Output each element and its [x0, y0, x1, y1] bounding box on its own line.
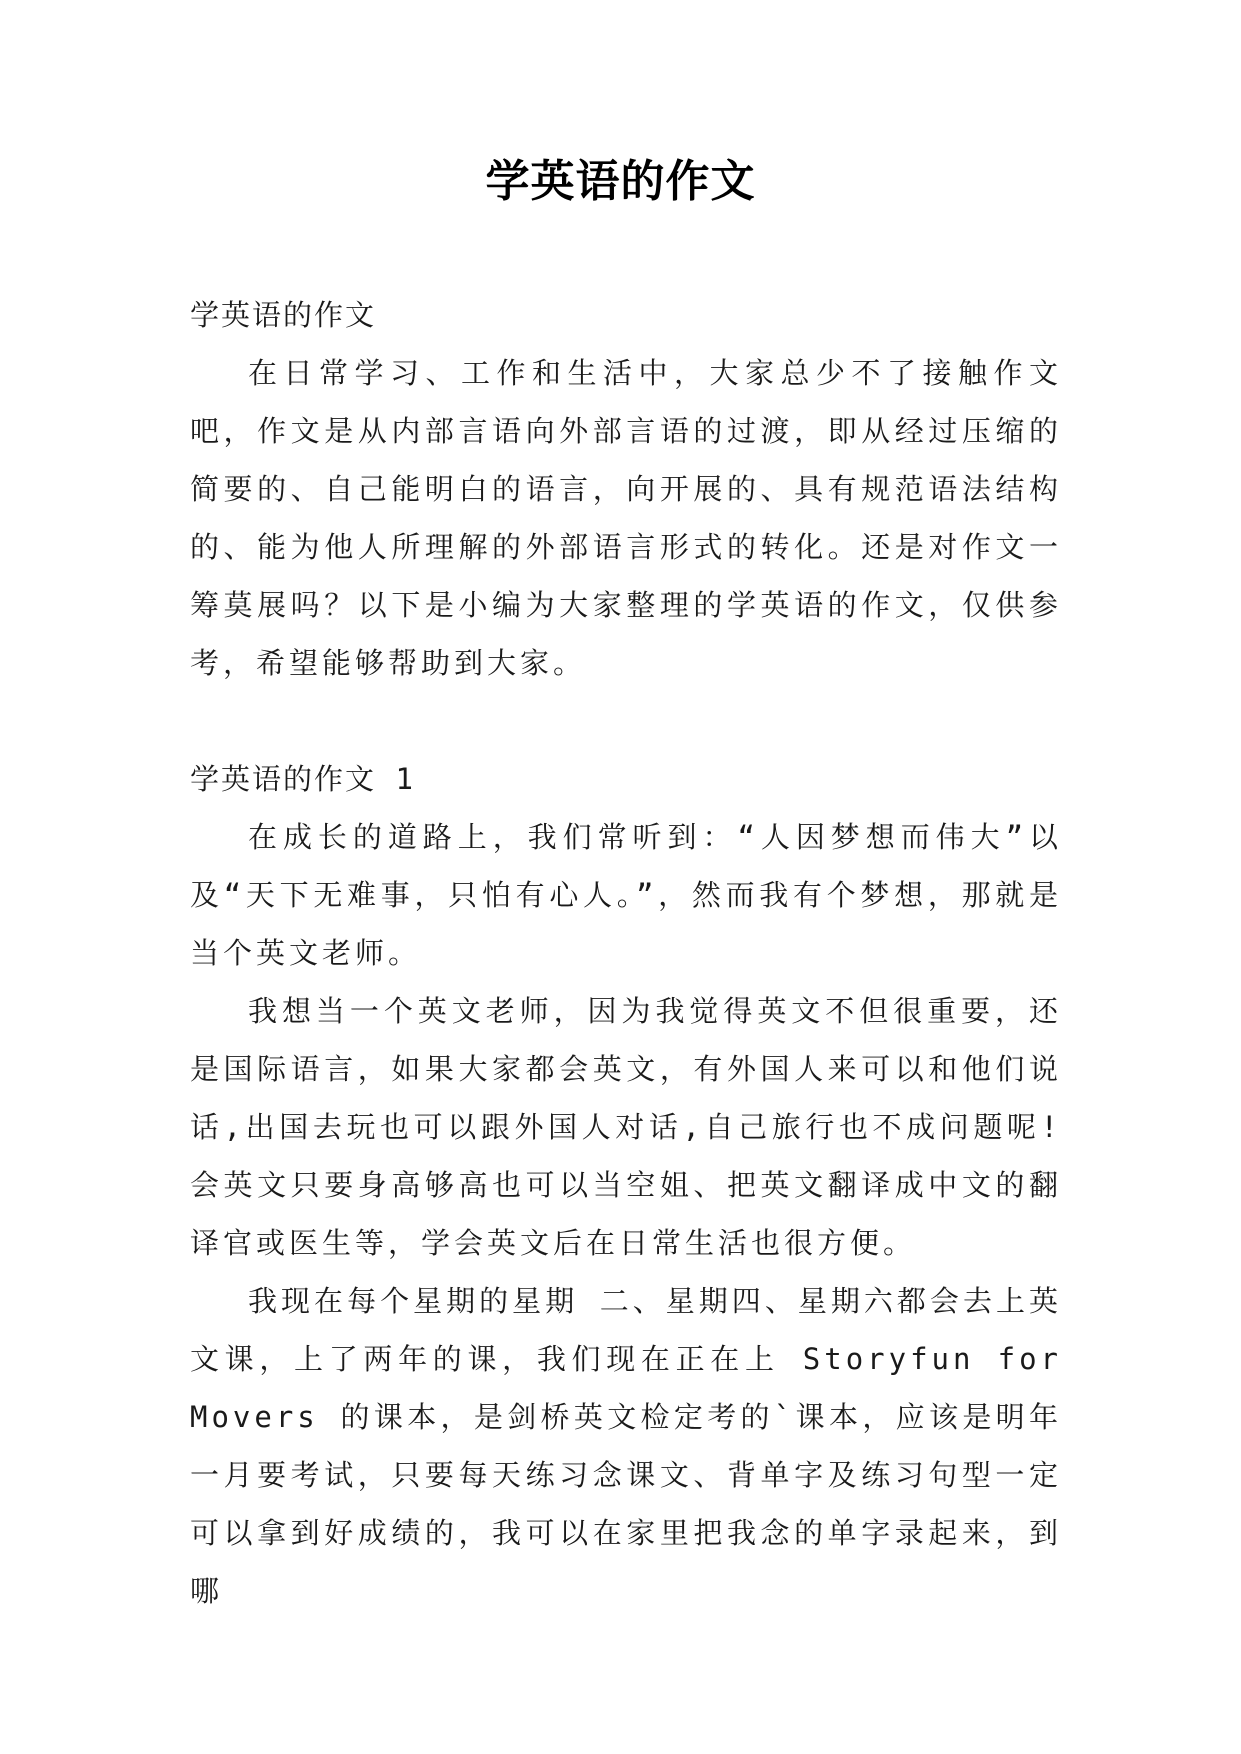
- section-heading: 学英语的作文 1: [190, 762, 415, 796]
- document-body: [190, 286, 1062, 1620]
- body-paragraph: 我现在每个星期的星期 二、星期四、星期六都会去上英文课，上了两年的课，我们现在正在上 Storyfun for Movers 的课本，是剑桥英文检定考的`课本，应该是明年一月要考试，只要每天练习念课文、背单字及练习句型一定可以拿到好成绩的，我可以在家里把我念的单字录起来，到哪: [190, 1284, 1062, 1608]
- intro-paragraph: 在日常学习、工作和生活中，大家总少不了接触作文吧，作文是从内部言语向外部言语的过渡，即从经过压缩的简要的、自己能明白的语言，向开展的、具有规范语法结构的、能为他人所理解的外部语言形式的转化。还是对作文一筹莫展吗？以下是小编为大家整理的学英语的作文，仅供参考，希望能够帮助到大家。: [190, 356, 1062, 680]
- section-gap: [190, 692, 1062, 750]
- intro-heading: 学英语的作文: [190, 298, 377, 332]
- page-title: 学英语的作文: [485, 156, 756, 207]
- body-paragraph: 在成长的道路上，我们常听到：“人因梦想而伟大”以及“天下无难事，只怕有心人。”，然而我有个梦想，那就是当个英文老师。: [190, 820, 1062, 970]
- body-paragraph: 我想当一个英文老师，因为我觉得英文不但很重要，还是国际语言，如果大家都会英文，有外国人来可以和他们说话,出国去玩也可以跟外国人对话,自己旅行也不成问题呢!会英文只要身高够高也可以当空姐、把英文翻译成中文的翻译官或医生等，学会英文后在日常生活也很方便。: [190, 994, 1062, 1260]
